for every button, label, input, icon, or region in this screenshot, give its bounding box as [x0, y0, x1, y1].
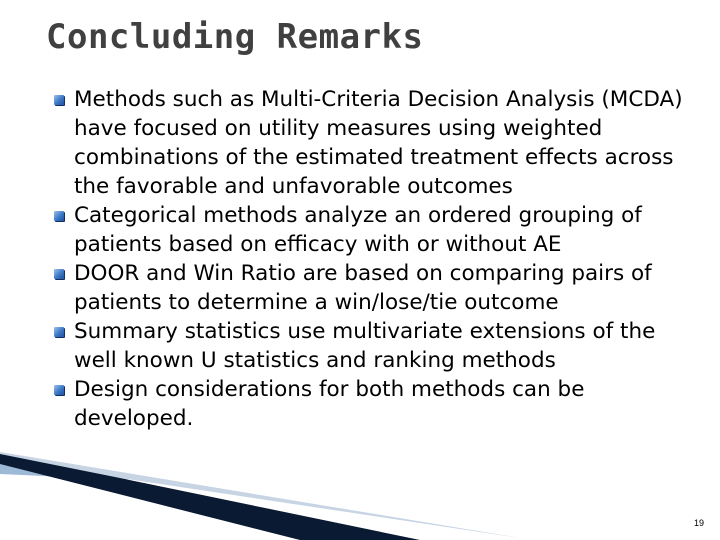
bullet-text: DOOR and Win Ratio are based on comparing pairs of patients to determine a win/lose/tie outcome [74, 261, 652, 315]
swoosh-dark-band [0, 454, 420, 540]
square-bullet-icon [54, 269, 64, 279]
bullet-text: Design considerations for both methods can be developed. [74, 377, 585, 431]
square-bullet-icon [54, 95, 64, 105]
bullet-item-summary-statistics [54, 317, 694, 375]
square-bullet-icon [54, 327, 64, 337]
bullet-item-door-win-ratio [54, 259, 694, 317]
square-bullet-icon [54, 385, 64, 395]
bullet-item-design [54, 375, 694, 433]
bullet-item-categorical [54, 201, 694, 259]
slide-title: Concluding Remarks [46, 17, 424, 57]
bullet-text: Categorical methods analyze an ordered grouping of patients based on efficacy with or without AE [74, 203, 642, 257]
footer-swoosh-decoration [0, 450, 720, 540]
bullet-list [54, 85, 694, 433]
square-bullet-icon [54, 211, 64, 221]
bullet-item-mcda [54, 85, 694, 201]
bullet-text: Methods such as Multi-Criteria Decision Analysis (MCDA) have focused on utility measures using weighted combinations of the estimated treatment effects across the favorable and unfavorable outcomes [74, 87, 683, 199]
bullet-text: Summary statistics use multivariate extensions of the well known U statistics and ranking methods [74, 319, 656, 373]
page-number: 19 [693, 518, 704, 528]
